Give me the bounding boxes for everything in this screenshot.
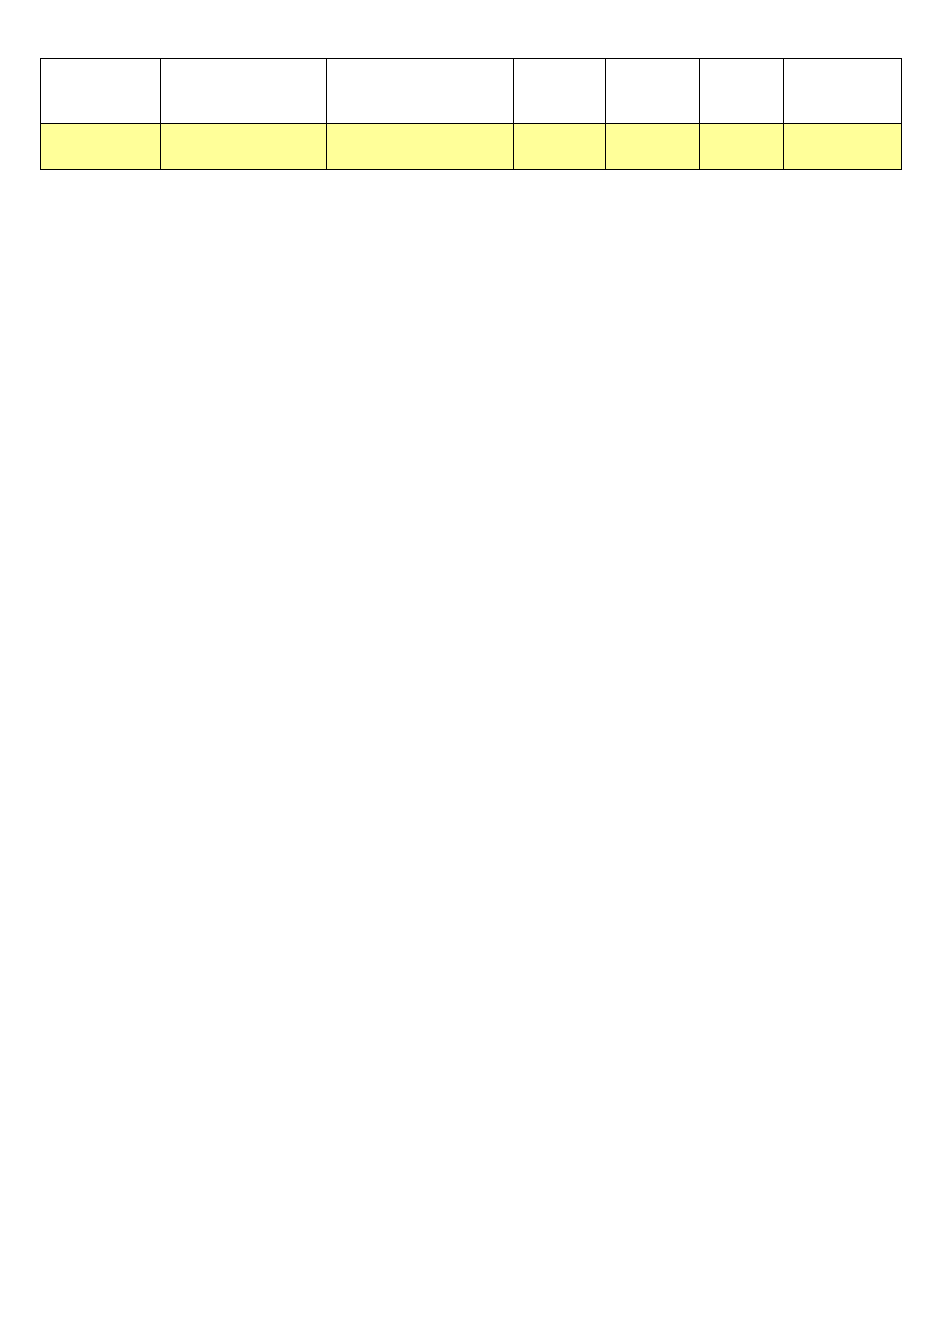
column-header-row [41,124,902,170]
header-small [327,124,514,170]
header-item-count [700,124,784,170]
department-section [41,59,902,170]
department-row [41,59,902,124]
cell-empty [514,59,606,124]
cell-empty [161,59,327,124]
cell-empty [606,59,700,124]
cell-empty [327,59,514,124]
header-shelf-no [784,124,902,170]
header-price-band [514,124,606,170]
sku-label [784,59,902,124]
cell-empty [700,59,784,124]
category-sheet [40,58,902,170]
header-price-center [606,124,700,170]
department-name [41,59,161,124]
header-major [41,124,161,170]
header-mid [161,124,327,170]
